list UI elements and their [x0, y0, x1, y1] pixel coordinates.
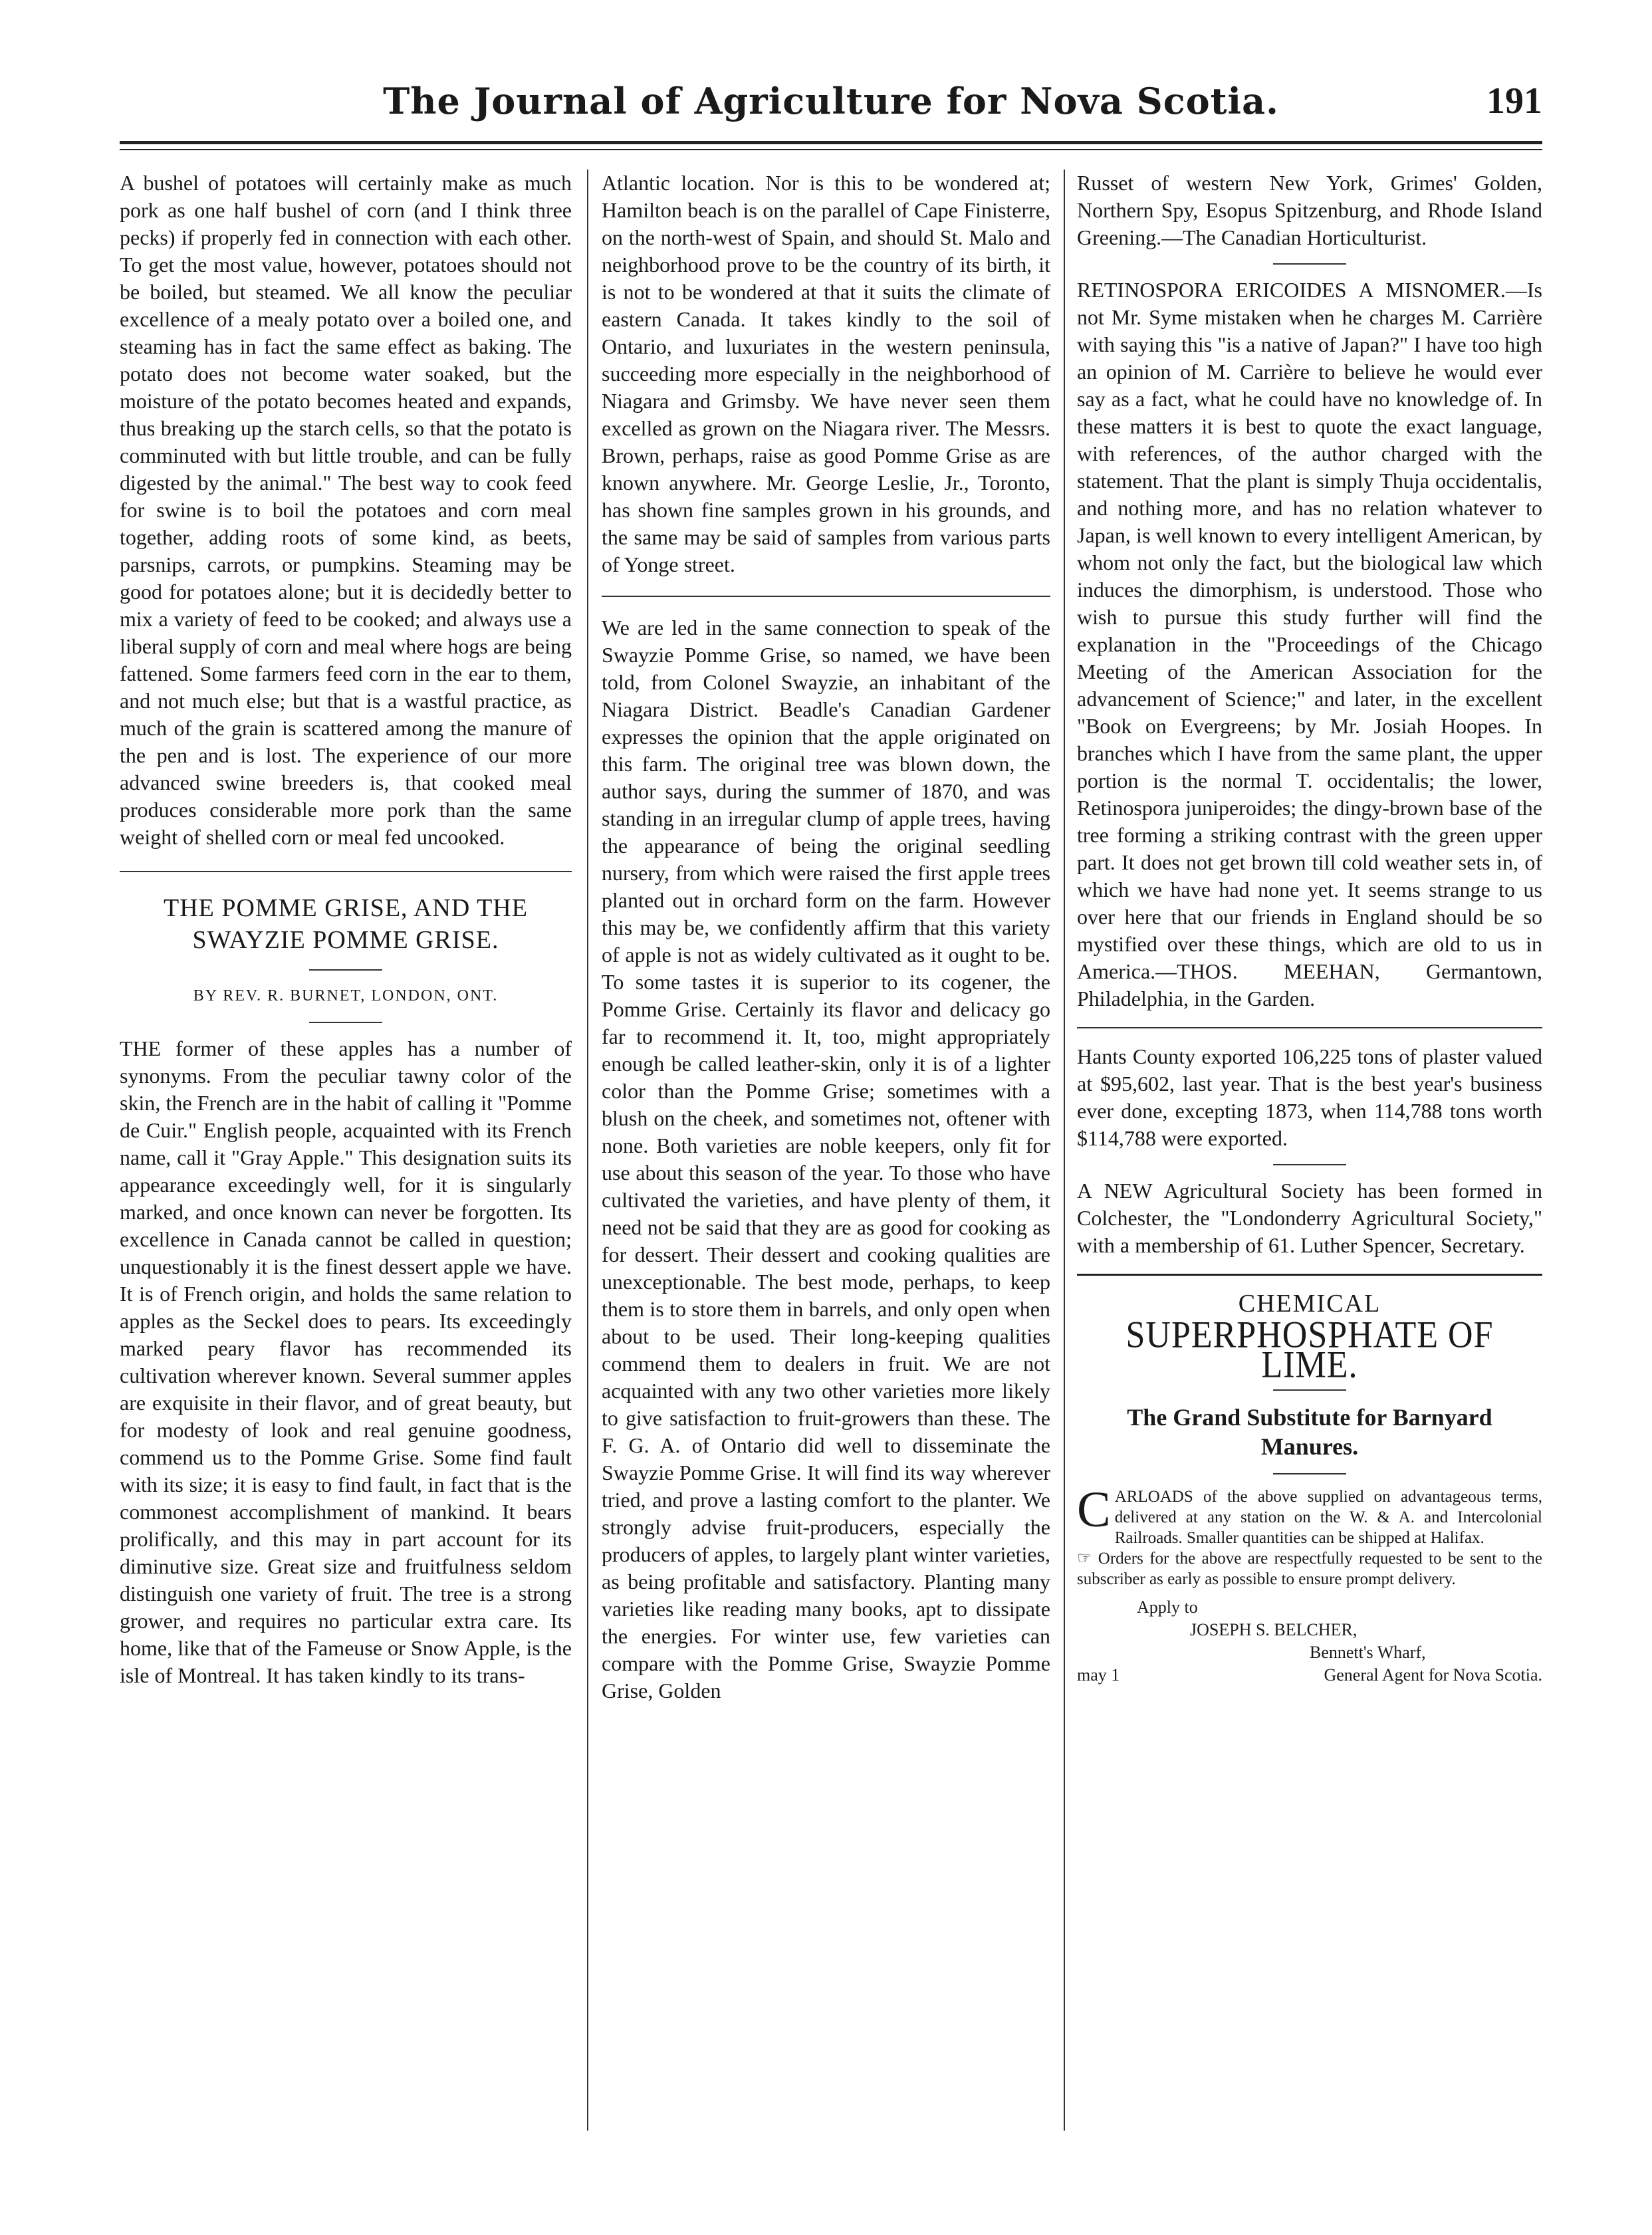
agent-name: JOSEPH S. BELCHER,: [1190, 1620, 1357, 1639]
column-divider-2: [1064, 170, 1065, 2131]
pomme-grise-text: THE former of these apples has a number of synonyms. From the peculiar tawny color of the skin, the French are in the habit of calling it "Pomme de Cuir." English people, acquainted with its French name, call it "Gray Apple." This designation suits its appearance exceedingly well, for it is singularly marked, and once known can never be forgotten. Its excellence in Canada cannot be called in question; unquestionably it is the finest dessert apple we have. It is of French origin, and holds the same relation to apples as the Seckel does to pears. Its exceedingly marked peary flavor has recommended its cultivation wherever known. Several summer apples are exquisite in their flavor, and of great beauty, but for modesty of look and real genuine goodness, commend us to the Pomme Grise. Some find fault with its size; it is easy to find fault, in fact that is the commonest accomplishment of mankind. It bears prolifically, and this may in part account for its diminutive size. Great size and fruitfulness seldom distinguish one variety of fruit. The tree is a strong grower, and requires no particular extra care. Its home, like that of the Fameuse or Snow Apple, is the isle of Montreal. It has taken kindly to its trans-: [120, 1036, 572, 1687]
page-number: 191: [1486, 80, 1542, 122]
ad-body-text-2: ☞ Orders for the above are respectfully requested to be sent to the subscriber as early as possible to ensure prompt delivery.: [1077, 1550, 1542, 1588]
swayzie-text: We are led in the same connection to speak of the Swayzie Pomme Grise, so named, we have been told, from Colonel Swayzie, an inhabitant of the Niagara District. Beadle's Canadian Gardener expresses the opinion that the apple originated on this farm. The original tree was blown down, the author says, during the summer of 1870, and was standing in an irregular clump of apple trees, having the appearance of being the original seedling nursery, from which were raised the first apple trees planted out in orchard form on the farm. However this may be, we confidently affirm that this variety of apple is not as widely cultivated as it ought to be. To some tastes it is superior to its cogener, the Pomme Grise. Certainly its flavor and delicacy go far to recommend it. It, too, might appropriately enough be called leather-skin, only it is of a lighter color than the Pomme Grise; sometimes with a blush on the cheek, and sometimes not, oftener with none. Both varieties are noble keepers, only fit for use about this season of the year. To those who have cultivated the varieties, and have plenty of them, it need not be said that they are as good for cooking as for dessert. Their dessert and cooking qualities are unexceptionable. The best mode, perhaps, to keep them is to store them in barrels, and only open when about to be used. Their long-keeping qualities commend them to dealers in fruit. We are not acquainted with any two other varieties more likely to give satisfaction to fruit-growers than these. The F. G. A. of Ontario did well to disseminate the Swayzie Pomme Grise. It will find its way wherever tried, and prove a lasting comfort to the planter. We strongly advise fruit-producers, especially the producers of apples, to largely plant winter varieties, as being profitable and satisfactory. Planting many varieties like reading many books, apt to dissipate the energies. For winter use, few varieties can compare with the Pomme Grise, Swayzie Pomme Grise, Golden: [602, 616, 1050, 1703]
agent-title: General Agent for Nova Scotia.: [1324, 1665, 1542, 1685]
article-heading: THE POMME GRISE, AND THE SWAYZIE POMME GRISE.: [164, 894, 528, 954]
header-rule-thin: [120, 149, 1542, 150]
heading-divider: [309, 969, 382, 971]
journal-title: The Journal of Agriculture for Nova Scotia.: [383, 80, 1279, 122]
ad-body-text-1: ARLOADS of the above supplied on advantageous terms, delivered at any station on the W. & A. and Intercolonial Railroads. Smaller quantities can be shipped at Halifax.: [1114, 1488, 1542, 1547]
ad-heading-superphosphate: SUPERPHOSPHATE OF LIME.: [1125, 1314, 1494, 1386]
page-header: [120, 80, 1542, 140]
ad-signature: [1077, 1596, 1542, 1687]
ad-footer-row: [1077, 1664, 1542, 1687]
apply-to: Apply to: [1137, 1597, 1198, 1617]
short-divider-2: [1273, 1164, 1346, 1165]
column-1: [120, 170, 572, 1689]
section-divider-2: [1077, 1027, 1542, 1028]
ad-date: may 1: [1077, 1665, 1120, 1685]
ad-subheading: The Grand Substitute for Barnyard Manures.: [1127, 1404, 1492, 1460]
article-divider: [120, 871, 572, 872]
short-divider-1: [1273, 263, 1346, 265]
section-divider: [602, 596, 1050, 597]
column-2: [602, 170, 1050, 1705]
pork-article-text: A bushel of potatoes will certainly make as much pork as one half bushel of corn (and I think three pecks) if properly fed in connection with each other. To get the most value, however, potatoes should not be boiled, but steamed. We all know the peculiar excellence of a mealy potato over a boiled one, and steaming has in fact the same effect as baking. The potato does not become water soaked, but the moisture of the potato becomes heated and expands, thus breaking up the starch cells, so that the potato is comminuted with but little trouble, and can be fully digested by the animal." The best way to cook feed for swine is to boil the potatoes and corn meal together, adding roots of some kind, as beets, parsnips, carrots, or pumpkins. Steaming may be good for potatoes alone; but it is decidedly better to mix a variety of feed to be cooked; and always use a liberal supply of corn and meal where hogs are being fattened. Some farmers feed corn in the ear to them, and not much else; but that is a wastful practice, as much of the grain is scattered among the manure of the pen and is lost. The experience of our more advanced swine breeders is, that cooked meal produces considerable more pork than the same weight of shelled corn or meal fed uncooked.: [120, 171, 572, 849]
pomme-grise-continued: Atlantic location. Nor is this to be wondered at; Hamilton beach is on the parallel of Cape Finisterre, on the north-west of Spain, and should St. Malo and neighborhood prove to be the country of its birth, it is not to be wondered at that it suits the climate of eastern Canada. It takes kindly to the soil of Ontario, and luxuriates in the western peninsula, succeeding more especially in the neighborhood of Niagara and Grimsby. We have never seen them excelled as grown on the Niagara river. The Messrs. Brown, perhaps, raise as good Pomme Grise as are known anywhere. Mr. George Leslie, Jr., Toronto, has shown fine samples grown in his grounds, and the same may be said of samples from various parts of Yonge street.: [602, 171, 1050, 576]
article-byline: BY REV. R. BURNET, LONDON, ONT.: [193, 987, 499, 1004]
agent-wharf: Bennett's Wharf,: [1310, 1643, 1426, 1662]
ad-divider-short-2: [1273, 1473, 1346, 1474]
column-3: [1077, 170, 1542, 1687]
ad-divider: [1077, 1274, 1542, 1276]
drop-cap: C: [1077, 1482, 1111, 1538]
superphosphate-advertisement: [1077, 1290, 1542, 1687]
agricultural-society-text: A NEW Agricultural Society has been formed in Colchester, the "Londonderry Agricultural Society," with a membership of 61. Luther Spencer, Secretary.: [1077, 1179, 1542, 1257]
ad-heading-chemical: CHEMICAL: [1238, 1290, 1381, 1318]
russet-text: Russet of western New York, Grimes' Golden, Northern Spy, Esopus Spitzenburg, and Rhode Island Greening.—The Canadian Horticulturist.: [1077, 171, 1542, 249]
hants-county-text: Hants County exported 106,225 tons of plaster valued at $95,602, last year. That is the best year's business ever done, excepting 1873, when 114,788 tons worth $114,788 were exported.: [1077, 1044, 1542, 1150]
ad-body: [1077, 1482, 1542, 1589]
header-rule: [120, 141, 1542, 144]
byline-divider: [309, 1022, 382, 1023]
column-divider-1: [587, 170, 588, 2131]
ad-divider-short: [1273, 1389, 1346, 1391]
retinospora-text: RETINOSPORA ERICOIDES A MISNOMER.—Is not Mr. Syme mistaken when he charges M. Carrière with saying this "is a native of Japan?" I have too high an opinion of M. Carrière to believe he would ever say as a fact, what he could have no knowledge of. In these matters it is best to quote the exact language, with references, of the author charged with the statement. That the plant is simply Thuja occidentalis, and nothing more, and has no relation whatever to Japan, is well known to every intelligent American, by whom not only the fact, but the biological law which induces the dimorphism, is understood. Those who wish to pursue this study further will find the explanation in the "Proceedings of the Chicago Meeting of the American Association for the advancement of Science;" and later, in the excellent "Book on Evergreens; by Mr. Josiah Hoopes. In branches which I have from the same plant, the upper portion is the normal T. occidentalis; the lower, Retinospora juniperoides; the dingy-brown base of the tree forming a striking contrast with the green upper part. It does not get brown till cold weather sets in, of which we have had none yet. It seems strange to us over here that our friends in England should be so mystified over these things, which are old to us in America.—THOS. MEEHAN, Germantown, Philadelphia, in the Garden.: [1077, 278, 1542, 1010]
